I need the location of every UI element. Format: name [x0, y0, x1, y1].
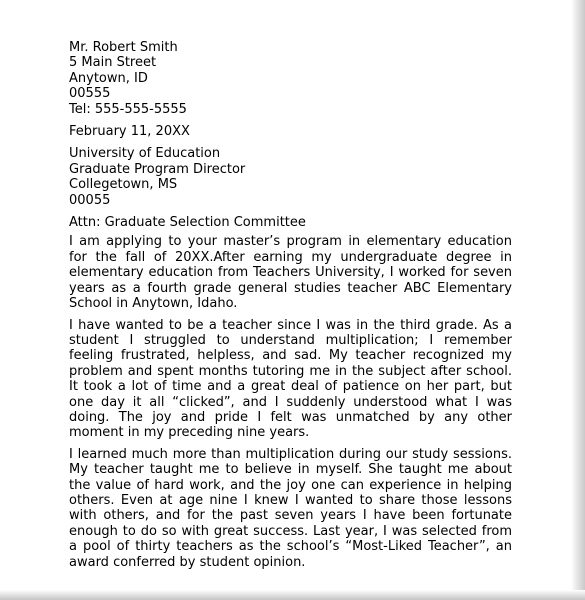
recipient-title: Graduate Program Director [69, 161, 246, 177]
body-paragraph-2: I have wanted to be a teacher since I was in the third grade. As a student I struggled to understand multiplication; I remember feeling frustrated, helpless, and sad. My teacher recognized my problem and spent months tutoring me in the subject after school. It took a lot of time and a great deal of patience on her part, but one day it all “clicked”, and I suddenly understood what I was doing. The joy and pride I felt was unmatched by any other moment in my preceding nine years. [69, 317, 512, 441]
attention-line: Attn: Graduate Selection Committee [69, 215, 306, 231]
spacer [69, 117, 512, 124]
sender-phone: Tel: 555-555-5555 [69, 101, 187, 117]
body-paragraph-3: I learned much more than multiplication during our study sessions. My teacher taught me to believe in myself. She taught me about the value of hard work, and the joy one can experience in helping others. Even at age nine I knew I wanted to share those lessons with others, and for the past seven years I have been fortunate enough to do so with great success. Last year, I was selected from a pool of thirty teachers as the school’s “Most-Liked Teacher”, an award conferred by student opinion. [69, 446, 512, 570]
sender-address-block [69, 40, 512, 117]
spacer [69, 139, 512, 146]
page-shadow-right [571, 0, 585, 600]
sender-city-state: Anytown, ID [69, 70, 148, 86]
sender-zip: 00555 [69, 86, 111, 102]
recipient-address-block [69, 146, 512, 208]
recipient-zip: 00055 [69, 192, 111, 208]
letter-document [69, 40, 512, 570]
sender-street: 5 Main Street [69, 55, 157, 71]
letter-date: February 11, 20XX [69, 124, 190, 140]
recipient-organization: University of Education [69, 146, 221, 162]
spacer [69, 208, 512, 215]
page-shadow-bottom [0, 590, 585, 600]
sender-name: Mr. Robert Smith [69, 40, 178, 55]
recipient-city-state: Collegetown, MS [69, 177, 178, 193]
body-paragraph-1: I am applying to your master’s program in elementary education for the fall of 20XX.After earning my undergraduate degree in elementary education from Teachers University, I worked for seven years as a fourth grade general studies teacher ABC Elementary School in Anytown, Idaho. [69, 234, 512, 312]
